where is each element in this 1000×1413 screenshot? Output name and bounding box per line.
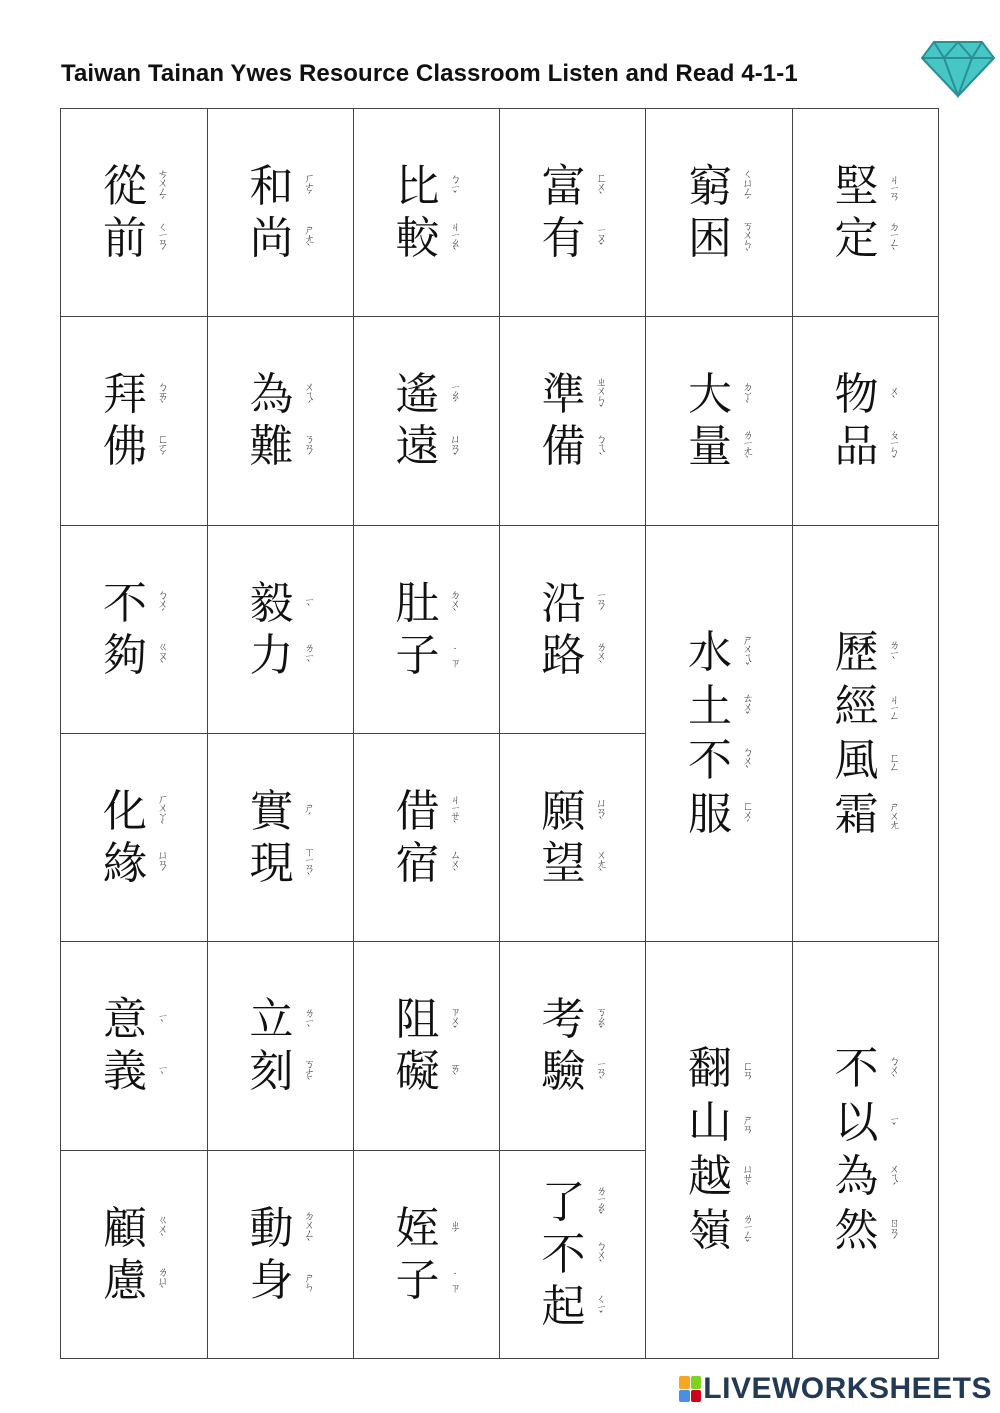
- character-with-bopomofo: [247, 421, 315, 473]
- character-with-bopomofo: [247, 161, 315, 213]
- character-with-bopomofo: [393, 213, 461, 265]
- vocab-card: [207, 733, 354, 942]
- bopomofo-annotation: ㄨㄟˊ: [302, 380, 316, 410]
- character-with-bopomofo: [685, 626, 753, 680]
- bopomofo-annotation: ㄅㄨˋ: [741, 746, 754, 775]
- bopomofo-annotation: ㄎㄠˇ: [594, 1005, 608, 1035]
- hanzi-character: 從: [103, 160, 147, 212]
- vocab-card: [645, 941, 793, 1359]
- hanzi-character: 為: [249, 369, 294, 420]
- brand-name: LIVEWORKSHEETS: [703, 1372, 992, 1405]
- character-with-bopomofo: [832, 369, 900, 421]
- hanzi-character: 身: [249, 1254, 294, 1306]
- bopomofo-annotation: ㄖㄢˊ: [887, 1216, 901, 1246]
- vocab-word: [685, 1042, 753, 1258]
- vocab-card: [60, 316, 208, 526]
- vocab-word: [539, 786, 607, 890]
- vocab-card: [60, 108, 208, 317]
- character-with-bopomofo: [539, 1046, 607, 1098]
- vocab-card: [60, 525, 208, 734]
- bopomofo-annotation: ㄨˋ: [887, 385, 901, 405]
- hanzi-character: 風: [834, 734, 879, 786]
- bopomofo-annotation: ㄋㄢˊ: [302, 432, 316, 462]
- hanzi-character: 富: [541, 160, 586, 212]
- hanzi-character: 定: [834, 212, 879, 264]
- hanzi-character: 考: [541, 994, 586, 1045]
- bopomofo-annotation: ㄑㄧㄢˊ: [156, 220, 169, 257]
- character-with-bopomofo: [539, 1177, 607, 1229]
- vocab-card: [499, 941, 646, 1151]
- hanzi-character: 宿: [395, 837, 440, 889]
- vocab-card: [353, 316, 500, 526]
- hanzi-character: 借: [395, 785, 440, 837]
- bopomofo-annotation: ㄊㄨˇ: [741, 692, 754, 721]
- character-with-bopomofo: [685, 421, 753, 473]
- character-with-bopomofo: [247, 369, 315, 421]
- character-with-bopomofo: [832, 734, 900, 788]
- bopomofo-annotation: ㄐㄧㄠˋ: [448, 220, 462, 257]
- character-with-bopomofo: [832, 1150, 900, 1204]
- bopomofo-annotation: ㄈㄨˊ: [741, 800, 754, 829]
- hanzi-character: 不: [688, 734, 732, 786]
- hanzi-character: 遠: [395, 421, 440, 472]
- hanzi-character: 現: [249, 837, 294, 889]
- bopomofo-annotation: ㄩㄢˋ: [594, 797, 608, 826]
- bopomofo-annotation: ㄆㄧㄣˇ: [887, 429, 901, 465]
- hanzi-character: 顧: [103, 1202, 147, 1254]
- character-with-bopomofo: [685, 1096, 753, 1150]
- vocab-word: [100, 994, 168, 1098]
- vocab-card: [353, 1150, 500, 1359]
- vocab-word: [100, 1203, 168, 1307]
- bopomofo-annotation: ㄌㄧˋ: [302, 642, 316, 669]
- character-with-bopomofo: [247, 838, 315, 890]
- hanzi-character: 立: [249, 994, 294, 1045]
- vocab-word: [247, 994, 315, 1098]
- vocab-card: [792, 108, 939, 317]
- bopomofo-annotation: ㄑㄩㄥˊ: [741, 167, 754, 206]
- bopomofo-annotation: ㄌㄧㄤˋ: [741, 429, 754, 465]
- vocab-word: [247, 1203, 315, 1307]
- hanzi-character: 水: [688, 626, 732, 678]
- character-with-bopomofo: [393, 1046, 461, 1098]
- character-with-bopomofo: [100, 369, 168, 421]
- vocab-word: [247, 786, 315, 890]
- bopomofo-annotation: ㄈㄢ: [741, 1060, 754, 1078]
- hanzi-character: 夠: [103, 629, 147, 681]
- character-with-bopomofo: [393, 994, 461, 1046]
- bopomofo-annotation: ㄌㄧˋ: [887, 639, 901, 666]
- vocab-word: [393, 1203, 461, 1307]
- bopomofo-annotation: ㄩㄢˊ: [156, 849, 169, 878]
- bopomofo-annotation: ㄌㄧㄠˇ: [594, 1184, 608, 1221]
- character-with-bopomofo: [100, 161, 168, 213]
- character-with-bopomofo: [100, 838, 168, 890]
- hanzi-character: 量: [688, 421, 732, 472]
- bopomofo-annotation: ㄧˇ: [887, 1114, 901, 1132]
- bopomofo-annotation: ㄧㄢˊ: [594, 590, 608, 617]
- vocab-word: [100, 578, 168, 682]
- hanzi-character: 尚: [249, 212, 294, 264]
- character-with-bopomofo: [100, 1046, 168, 1098]
- character-with-bopomofo: [539, 421, 607, 473]
- hanzi-character: 姪: [395, 1202, 440, 1254]
- hanzi-character: 子: [395, 1254, 440, 1306]
- character-with-bopomofo: [832, 626, 900, 680]
- brand-footer: [679, 1371, 992, 1407]
- vocab-card: [60, 1150, 208, 1359]
- bopomofo-annotation: ㄧㄠˊ: [448, 381, 462, 409]
- character-with-bopomofo: [100, 786, 168, 838]
- vocab-word: [685, 626, 753, 842]
- bopomofo-annotation: ㄕㄢ: [741, 1114, 754, 1132]
- character-with-bopomofo: [100, 630, 168, 682]
- character-with-bopomofo: [539, 838, 607, 890]
- hanzi-character: 堅: [834, 160, 879, 212]
- character-with-bopomofo: [539, 786, 607, 838]
- character-with-bopomofo: [100, 1255, 168, 1307]
- bopomofo-annotation: ㄉㄚˋ: [741, 380, 754, 410]
- bopomofo-annotation: ㄓㄨㄣˇ: [594, 376, 608, 414]
- bopomofo-annotation: ㄓˊ: [448, 1218, 462, 1239]
- character-with-bopomofo: [393, 1255, 461, 1307]
- hanzi-character: 遙: [395, 369, 440, 420]
- vocab-card: [207, 1150, 354, 1359]
- bopomofo-annotation: ㄈㄛˊ: [156, 432, 169, 462]
- character-with-bopomofo: [393, 786, 461, 838]
- character-with-bopomofo: [539, 578, 607, 630]
- bopomofo-annotation: ㄩㄢˇ: [448, 432, 462, 462]
- hanzi-character: 緣: [103, 837, 147, 889]
- bopomofo-annotation: ㄅㄨˋ: [887, 1054, 901, 1084]
- character-with-bopomofo: [832, 213, 900, 265]
- hanzi-character: 窮: [688, 160, 732, 212]
- character-with-bopomofo: [393, 161, 461, 213]
- character-with-bopomofo: [539, 1281, 607, 1333]
- character-with-bopomofo: [247, 994, 315, 1046]
- vocab-card: [353, 525, 500, 734]
- character-with-bopomofo: [247, 1046, 315, 1098]
- character-with-bopomofo: [247, 1255, 315, 1307]
- hanzi-character: 和: [249, 160, 294, 212]
- character-with-bopomofo: [685, 161, 753, 213]
- hanzi-character: 大: [688, 369, 732, 420]
- hanzi-character: 山: [688, 1097, 732, 1148]
- hanzi-character: 力: [249, 629, 294, 681]
- hanzi-character: 慮: [103, 1254, 147, 1306]
- vocab-card: [499, 525, 646, 734]
- character-with-bopomofo: [685, 788, 753, 842]
- character-with-bopomofo: [393, 838, 461, 890]
- vocab-word: [100, 369, 168, 473]
- hanzi-character: 土: [688, 680, 732, 732]
- vocab-word: [393, 994, 461, 1098]
- vocab-word: [685, 161, 753, 265]
- hanzi-character: 歷: [834, 626, 879, 678]
- hanzi-character: 不: [834, 1043, 879, 1094]
- bopomofo-annotation: ㄐㄧㄢ: [887, 174, 901, 199]
- bopomofo-annotation: ㄉㄧㄥˋ: [887, 220, 901, 257]
- vocab-word: [393, 369, 461, 473]
- hanzi-character: 以: [834, 1097, 879, 1148]
- hanzi-character: 義: [103, 1046, 147, 1097]
- character-with-bopomofo: [685, 369, 753, 421]
- bopomofo-annotation: ㄉㄨˋ: [448, 589, 462, 618]
- hanzi-character: 霜: [834, 788, 879, 840]
- vocab-word: [832, 369, 900, 473]
- vocab-word: [539, 994, 607, 1098]
- bopomofo-annotation: ㄧˋ: [302, 594, 316, 613]
- vocab-word: [393, 786, 461, 890]
- hanzi-character: 備: [541, 421, 586, 472]
- bopomofo-annotation: ㄈㄥ: [887, 751, 901, 770]
- bopomofo-annotation: ˙ㄗ: [448, 1270, 462, 1291]
- vocab-card: [207, 316, 354, 526]
- bopomofo-annotation: ㄍㄨˋ: [156, 1214, 169, 1243]
- character-with-bopomofo: [832, 680, 900, 734]
- character-with-bopomofo: [685, 1204, 753, 1258]
- character-with-bopomofo: [100, 1203, 168, 1255]
- character-with-bopomofo: [247, 786, 315, 838]
- hanzi-character: 前: [103, 212, 147, 264]
- vocab-card: [207, 108, 354, 317]
- vocab-word: [685, 369, 753, 473]
- hanzi-character: 有: [541, 212, 586, 264]
- character-with-bopomofo: [685, 213, 753, 265]
- bopomofo-annotation: ㄅㄨˋ: [594, 1240, 608, 1269]
- hanzi-character: 望: [541, 837, 586, 889]
- vocab-word: [100, 786, 168, 890]
- hanzi-character: 礙: [395, 1046, 440, 1097]
- bopomofo-annotation: ㄅㄟˋ: [594, 432, 608, 462]
- bopomofo-annotation: ㄌㄨˋ: [594, 641, 608, 670]
- bopomofo-annotation: ㄅㄨˊ: [156, 589, 169, 618]
- character-with-bopomofo: [539, 1229, 607, 1281]
- vocab-word: [393, 161, 461, 265]
- vocab-card: [792, 941, 939, 1359]
- character-with-bopomofo: [832, 1096, 900, 1150]
- vocab-card: [207, 525, 354, 734]
- hanzi-character: 嶺: [688, 1205, 732, 1256]
- vocab-card: [353, 108, 500, 317]
- character-with-bopomofo: [393, 369, 461, 421]
- bopomofo-annotation: ㄐㄧㄥ: [887, 694, 901, 719]
- hanzi-character: 服: [688, 788, 732, 840]
- bopomofo-annotation: ㄉㄨㄥˋ: [302, 1209, 316, 1248]
- bopomofo-annotation: ㄈㄨˋ: [594, 172, 608, 201]
- character-with-bopomofo: [685, 1150, 753, 1204]
- character-with-bopomofo: [685, 734, 753, 788]
- character-with-bopomofo: [100, 213, 168, 265]
- hanzi-character: 物: [834, 369, 879, 420]
- character-with-bopomofo: [100, 994, 168, 1046]
- character-with-bopomofo: [539, 630, 607, 682]
- character-with-bopomofo: [832, 788, 900, 842]
- hanzi-character: 難: [249, 421, 294, 472]
- bopomofo-annotation: ㄌㄧˋ: [302, 1006, 316, 1034]
- hanzi-character: 化: [103, 785, 147, 837]
- hanzi-character: 了: [541, 1176, 586, 1228]
- vocab-word: [393, 578, 461, 682]
- bopomofo-annotation: ㄌㄧㄥˇ: [741, 1213, 754, 1249]
- vocab-card: [499, 1150, 646, 1359]
- vocab-card: [60, 733, 208, 942]
- bopomofo-annotation: ㄨㄟˊ: [887, 1162, 901, 1192]
- hanzi-character: 拜: [103, 369, 147, 420]
- character-with-bopomofo: [393, 421, 461, 473]
- bopomofo-annotation: ㄨㄤˋ: [594, 849, 608, 878]
- hanzi-character: 動: [249, 1202, 294, 1254]
- bopomofo-annotation: ㄐㄧㄝˋ: [448, 793, 462, 830]
- bopomofo-annotation: ㄙㄨˋ: [448, 849, 462, 878]
- hanzi-character: 驗: [541, 1046, 586, 1097]
- hanzi-character: 品: [834, 421, 879, 472]
- bopomofo-annotation: ㄧˋ: [156, 1011, 169, 1029]
- diamond-icon: [920, 38, 996, 98]
- vocab-card: [353, 941, 500, 1151]
- liveworksheets-logo-icon: [679, 1376, 701, 1402]
- hanzi-character: 翻: [688, 1043, 732, 1094]
- vocab-word: [247, 161, 315, 265]
- vocab-word: [832, 161, 900, 265]
- hanzi-character: 子: [395, 629, 440, 681]
- vocab-card: [353, 733, 500, 942]
- vocab-word: [539, 578, 607, 682]
- character-with-bopomofo: [685, 680, 753, 734]
- character-with-bopomofo: [539, 161, 607, 213]
- bopomofo-annotation: ㄌㄩˋ: [156, 1266, 169, 1295]
- hanzi-character: 較: [395, 212, 440, 264]
- hanzi-character: 越: [688, 1151, 732, 1202]
- bopomofo-annotation: ㄒㄧㄢˋ: [302, 845, 316, 882]
- character-with-bopomofo: [247, 630, 315, 682]
- vocab-card: [499, 316, 646, 526]
- character-with-bopomofo: [539, 369, 607, 421]
- hanzi-character: 路: [541, 629, 586, 681]
- character-with-bopomofo: [393, 630, 461, 682]
- bopomofo-annotation: ㄗㄨˇ: [448, 1005, 462, 1035]
- character-with-bopomofo: [100, 421, 168, 473]
- vocab-card: [499, 733, 646, 942]
- bopomofo-annotation: ㄅㄧˇ: [448, 173, 462, 200]
- bopomofo-annotation: ˙ㄗ: [448, 645, 462, 666]
- bopomofo-annotation: ㄎㄜˋ: [302, 1057, 316, 1087]
- hanzi-character: 然: [834, 1205, 879, 1256]
- vocab-word: [539, 161, 607, 265]
- bopomofo-annotation: ㄧˋ: [156, 1063, 169, 1081]
- character-with-bopomofo: [832, 1204, 900, 1258]
- vocab-card: [207, 941, 354, 1151]
- bopomofo-annotation: ㄘㄨㄥˊ: [156, 167, 169, 206]
- hanzi-character: 刻: [249, 1046, 294, 1097]
- vocab-card: [792, 525, 939, 942]
- bopomofo-annotation: ㄑㄧˇ: [594, 1293, 608, 1320]
- bopomofo-annotation: ㄞˋ: [448, 1062, 462, 1082]
- hanzi-character: 沿: [541, 577, 586, 629]
- character-with-bopomofo: [247, 578, 315, 630]
- hanzi-character: 意: [103, 994, 147, 1045]
- bopomofo-annotation: ㄍㄡˋ: [156, 641, 169, 670]
- bopomofo-annotation: ㄕㄣ: [302, 1271, 316, 1290]
- hanzi-character: 不: [541, 1228, 586, 1280]
- vocab-word: [832, 1042, 900, 1258]
- bopomofo-annotation: ㄩㄝˋ: [741, 1162, 754, 1192]
- hanzi-character: 準: [541, 369, 586, 420]
- vocab-card: [645, 108, 793, 317]
- hanzi-character: 佛: [103, 421, 147, 472]
- vocab-word: [247, 578, 315, 682]
- character-with-bopomofo: [393, 1203, 461, 1255]
- hanzi-character: 願: [541, 785, 586, 837]
- bopomofo-annotation: ㄕㄨㄤ: [887, 801, 901, 828]
- vocab-card: [60, 941, 208, 1151]
- worksheet-title: Taiwan Tainan Ywes Resource Classroom Listen and Read 4-1-1: [61, 60, 798, 87]
- bopomofo-annotation: ㄎㄨㄣˋ: [741, 219, 754, 258]
- bopomofo-annotation: ㄕㄨㄟˇ: [741, 633, 754, 672]
- hanzi-character: 起: [541, 1280, 586, 1332]
- bopomofo-annotation: ㄧㄡˇ: [594, 225, 608, 252]
- hanzi-character: 不: [103, 577, 147, 629]
- vocab-word: [832, 626, 900, 842]
- character-with-bopomofo: [539, 213, 607, 265]
- hanzi-character: 為: [834, 1151, 879, 1202]
- character-with-bopomofo: [832, 421, 900, 473]
- character-with-bopomofo: [393, 578, 461, 630]
- hanzi-character: 肚: [395, 577, 440, 629]
- vocab-word: [539, 1177, 607, 1333]
- hanzi-character: 困: [688, 212, 732, 264]
- bopomofo-annotation: ㄕㄤˋ: [302, 224, 316, 253]
- bopomofo-annotation: ㄕˊ: [302, 801, 316, 822]
- character-with-bopomofo: [100, 578, 168, 630]
- vocab-card: [499, 108, 646, 317]
- vocab-word: [539, 369, 607, 473]
- hanzi-character: 經: [834, 680, 879, 732]
- hanzi-character: 實: [249, 785, 294, 837]
- hanzi-character: 阻: [395, 994, 440, 1045]
- vocab-card: [792, 316, 939, 526]
- character-with-bopomofo: [685, 1042, 753, 1096]
- vocab-word: [247, 369, 315, 473]
- bopomofo-annotation: ㄏㄜˊ: [302, 172, 316, 201]
- character-with-bopomofo: [832, 161, 900, 213]
- character-with-bopomofo: [539, 994, 607, 1046]
- character-with-bopomofo: [832, 1042, 900, 1096]
- bopomofo-annotation: ㄏㄨㄚˋ: [156, 792, 169, 831]
- hanzi-character: 比: [395, 160, 440, 212]
- bopomofo-annotation: ㄧㄢˋ: [594, 1058, 608, 1086]
- character-with-bopomofo: [247, 213, 315, 265]
- vocab-word: [100, 161, 168, 265]
- character-with-bopomofo: [247, 1203, 315, 1255]
- bopomofo-annotation: ㄅㄞˋ: [156, 380, 169, 410]
- vocab-card: [645, 316, 793, 526]
- vocab-card: [645, 525, 793, 942]
- hanzi-character: 毅: [249, 577, 294, 629]
- vocabulary-card-grid: [60, 108, 938, 1358]
